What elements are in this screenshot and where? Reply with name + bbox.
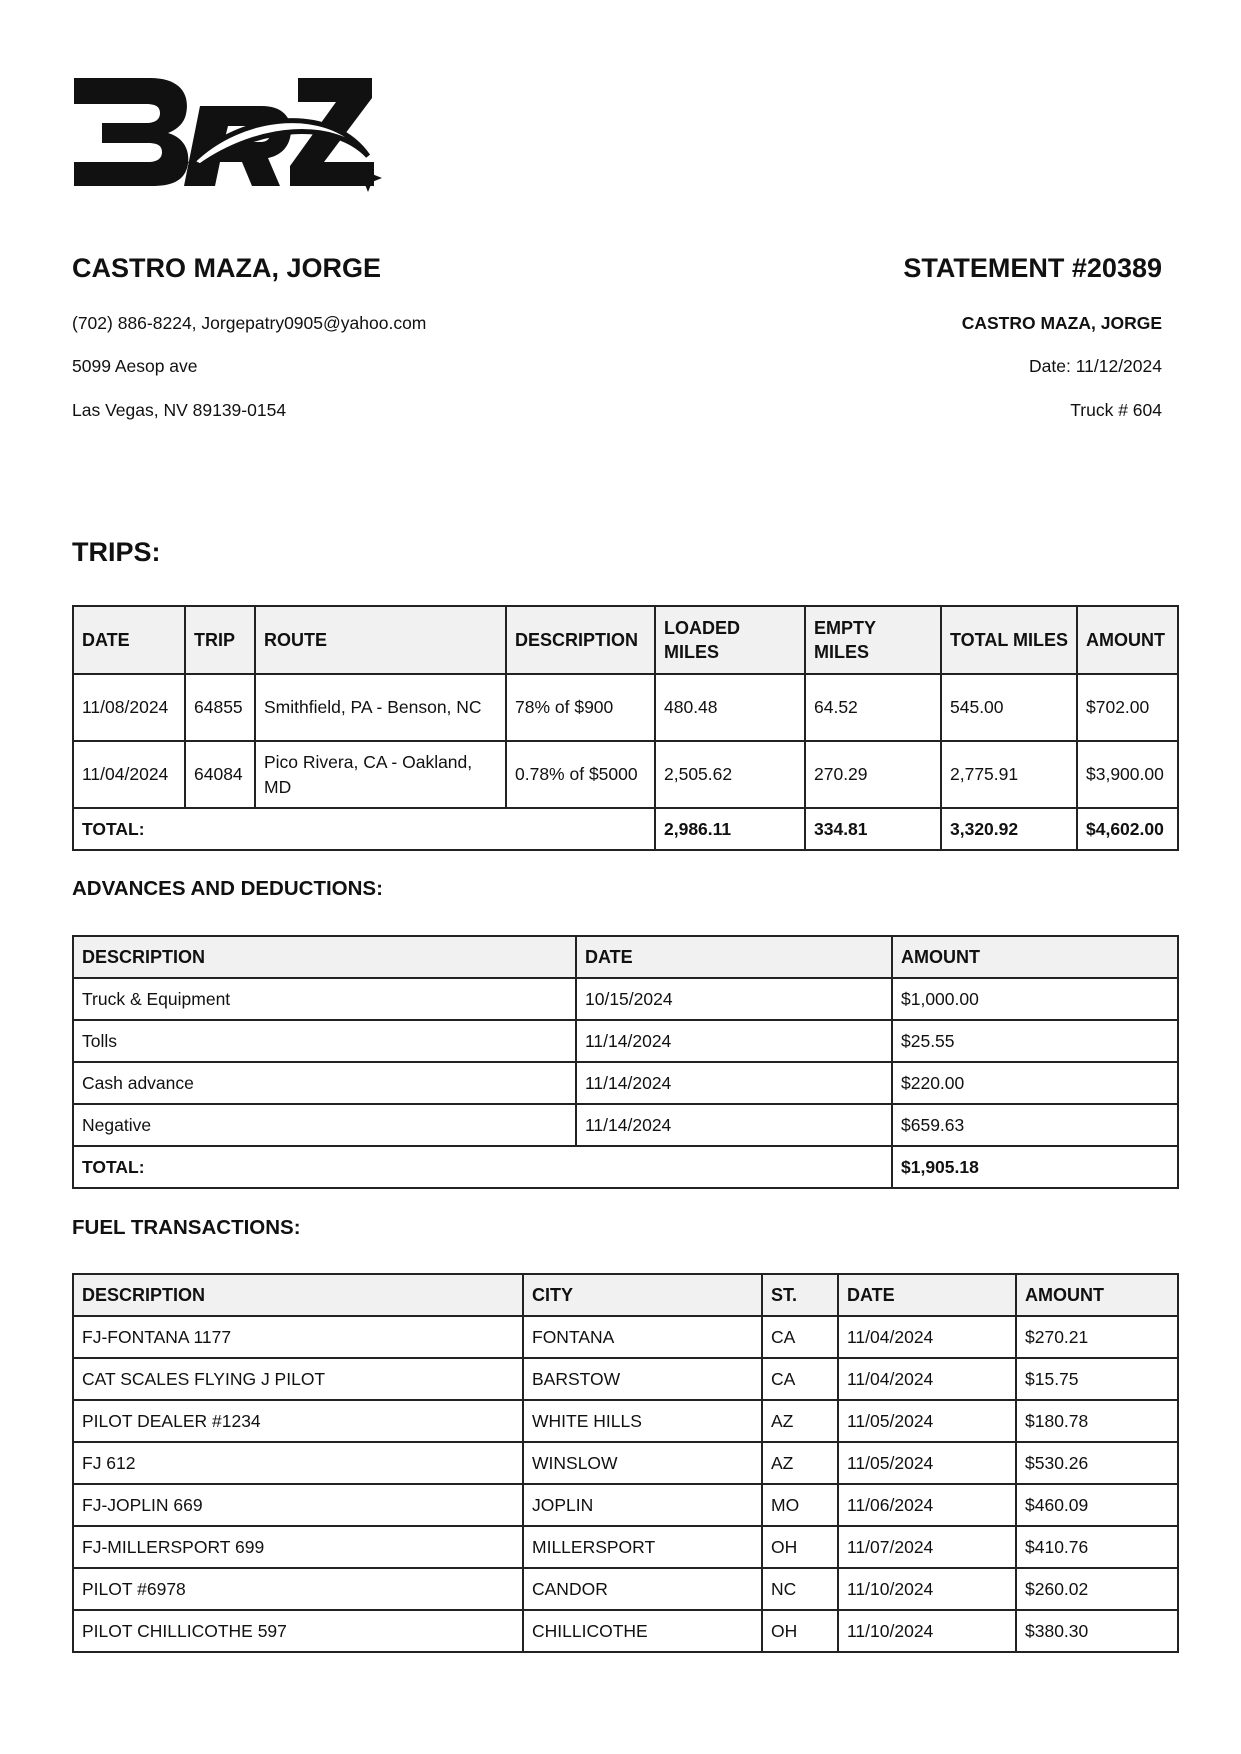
col-header: AMOUNT <box>1016 1274 1178 1316</box>
fuel-amount: $260.02 <box>1016 1568 1178 1610</box>
deduction-amount: $25.55 <box>892 1020 1178 1062</box>
fuel-date: 11/05/2024 <box>838 1400 1016 1442</box>
trips-total-row <box>73 808 1178 850</box>
table-row <box>73 1400 1178 1442</box>
total-label: TOTAL: <box>73 1146 892 1188</box>
fuel-state: NC <box>762 1568 838 1610</box>
fuel-state: CA <box>762 1316 838 1358</box>
table-row <box>73 1358 1178 1400</box>
deductions-total-row <box>73 1146 1178 1188</box>
fuel-header-row <box>73 1274 1178 1316</box>
col-header: ST. <box>762 1274 838 1316</box>
deduction-description: Negative <box>73 1104 576 1146</box>
fuel-description: FJ-MILLERSPORT 699 <box>73 1526 523 1568</box>
statement-title: STATEMENT #20389 <box>903 253 1162 283</box>
trip-date: 11/08/2024 <box>73 674 185 741</box>
col-header: EMPTY MILES <box>805 606 941 674</box>
table-row <box>73 1568 1178 1610</box>
trip-route: Smithfield, PA - Benson, NC <box>255 674 506 741</box>
trip-amount: $3,900.00 <box>1077 741 1178 808</box>
fuel-description: FJ 612 <box>73 1442 523 1484</box>
table-row <box>73 1020 1178 1062</box>
fuel-city: FONTANA <box>523 1316 762 1358</box>
driver-contact: (702) 886-8224, Jorgepatry0905@yahoo.com <box>72 313 427 333</box>
table-row <box>73 1526 1178 1568</box>
trip-number: 64084 <box>185 741 255 808</box>
table-row <box>73 1442 1178 1484</box>
table-row <box>73 741 1178 808</box>
fuel-state: AZ <box>762 1442 838 1484</box>
company-logo <box>72 76 382 192</box>
driver-info <box>72 252 381 284</box>
col-header: DESCRIPTION <box>506 606 655 674</box>
trip-empty-miles: 64.52 <box>805 674 941 741</box>
deduction-description: Cash advance <box>73 1062 576 1104</box>
trip-loaded-miles: 2,505.62 <box>655 741 805 808</box>
fuel-city: BARSTOW <box>523 1358 762 1400</box>
fuel-city: JOPLIN <box>523 1484 762 1526</box>
deduction-description: Truck & Equipment <box>73 978 576 1020</box>
driver-address-line2: Las Vegas, NV 89139-0154 <box>72 400 287 420</box>
total-amount: $4,602.00 <box>1077 808 1178 850</box>
fuel-state: AZ <box>762 1400 838 1442</box>
driver-name: CASTRO MAZA, JORGE <box>72 253 382 283</box>
deduction-amount: $1,000.00 <box>892 978 1178 1020</box>
fuel-description: PILOT DEALER #1234 <box>73 1400 523 1442</box>
fuel-city: CANDOR <box>523 1568 762 1610</box>
deductions-table <box>72 935 1179 1189</box>
trip-loaded-miles: 480.48 <box>655 674 805 741</box>
fuel-table <box>72 1273 1179 1653</box>
col-header: DESCRIPTION <box>73 936 576 978</box>
fuel-date: 11/04/2024 <box>838 1358 1016 1400</box>
fuel-state: CA <box>762 1358 838 1400</box>
statement-name: CASTRO MAZA, JORGE <box>961 313 1162 333</box>
deduction-date: 11/14/2024 <box>576 1104 892 1146</box>
col-header: TOTAL MILES <box>941 606 1077 674</box>
total-empty-miles: 334.81 <box>805 808 941 850</box>
total-amount: $1,905.18 <box>892 1146 1178 1188</box>
trip-date: 11/04/2024 <box>73 741 185 808</box>
fuel-state: OH <box>762 1526 838 1568</box>
trip-route: Pico Rivera, CA - Oakland, MD <box>255 741 506 808</box>
fuel-state: OH <box>762 1610 838 1652</box>
statement-truck: Truck # 604 <box>1070 400 1162 420</box>
fuel-city: MILLERSPORT <box>523 1526 762 1568</box>
fuel-description: PILOT #6978 <box>73 1568 523 1610</box>
fuel-amount: $380.30 <box>1016 1610 1178 1652</box>
col-header: AMOUNT <box>892 936 1178 978</box>
fuel-city: CHILLICOTHE <box>523 1610 762 1652</box>
fuel-amount: $410.76 <box>1016 1526 1178 1568</box>
trips-table <box>72 605 1179 851</box>
deduction-description: Tolls <box>73 1020 576 1062</box>
deduction-amount: $220.00 <box>892 1062 1178 1104</box>
table-row <box>73 1316 1178 1358</box>
fuel-amount: $270.21 <box>1016 1316 1178 1358</box>
fuel-date: 11/10/2024 <box>838 1568 1016 1610</box>
col-header: LOADED MILES <box>655 606 805 674</box>
col-header: TRIP <box>185 606 255 674</box>
fuel-date: 11/05/2024 <box>838 1442 1016 1484</box>
fuel-state: MO <box>762 1484 838 1526</box>
fuel-description: CAT SCALES FLYING J PILOT <box>73 1358 523 1400</box>
total-label: TOTAL: <box>73 808 655 850</box>
col-header: CITY <box>523 1274 762 1316</box>
trip-description: 78% of $900 <box>506 674 655 741</box>
table-row <box>73 1104 1178 1146</box>
col-header: DATE <box>576 936 892 978</box>
fuel-description: FJ-JOPLIN 669 <box>73 1484 523 1526</box>
trip-amount: $702.00 <box>1077 674 1178 741</box>
trip-number: 64855 <box>185 674 255 741</box>
fuel-date: 11/07/2024 <box>838 1526 1016 1568</box>
deduction-date: 10/15/2024 <box>576 978 892 1020</box>
trips-header-row <box>73 606 1178 674</box>
deductions-heading: ADVANCES AND DEDUCTIONS: <box>72 877 383 900</box>
fuel-date: 11/10/2024 <box>838 1610 1016 1652</box>
total-loaded-miles: 2,986.11 <box>655 808 805 850</box>
statement-date: Date: 11/12/2024 <box>1029 356 1162 376</box>
deductions-header-row <box>73 936 1178 978</box>
col-header: ROUTE <box>255 606 506 674</box>
fuel-amount: $460.09 <box>1016 1484 1178 1526</box>
col-header: DATE <box>838 1274 1016 1316</box>
col-header: DATE <box>73 606 185 674</box>
trip-description: 0.78% of $5000 <box>506 741 655 808</box>
fuel-amount: $530.26 <box>1016 1442 1178 1484</box>
driver-address-line1: 5099 Aesop ave <box>72 356 198 376</box>
fuel-amount: $180.78 <box>1016 1400 1178 1442</box>
col-header: AMOUNT <box>1077 606 1178 674</box>
fuel-date: 11/04/2024 <box>838 1316 1016 1358</box>
table-row <box>73 674 1178 741</box>
deduction-amount: $659.63 <box>892 1104 1178 1146</box>
trips-heading: TRIPS: <box>72 537 161 567</box>
fuel-amount: $15.75 <box>1016 1358 1178 1400</box>
deduction-date: 11/14/2024 <box>576 1020 892 1062</box>
trip-total-miles: 545.00 <box>941 674 1077 741</box>
trip-empty-miles: 270.29 <box>805 741 941 808</box>
fuel-date: 11/06/2024 <box>838 1484 1016 1526</box>
trip-total-miles: 2,775.91 <box>941 741 1077 808</box>
fuel-city: WINSLOW <box>523 1442 762 1484</box>
statement-info <box>903 252 1162 284</box>
table-row <box>73 1610 1178 1652</box>
table-row <box>73 1484 1178 1526</box>
fuel-city: WHITE HILLS <box>523 1400 762 1442</box>
table-row <box>73 1062 1178 1104</box>
fuel-description: FJ-FONTANA 1177 <box>73 1316 523 1358</box>
fuel-description: PILOT CHILLICOTHE 597 <box>73 1610 523 1652</box>
total-miles: 3,320.92 <box>941 808 1077 850</box>
table-row <box>73 978 1178 1020</box>
deduction-date: 11/14/2024 <box>576 1062 892 1104</box>
col-header: DESCRIPTION <box>73 1274 523 1316</box>
fuel-heading: FUEL TRANSACTIONS: <box>72 1216 301 1239</box>
